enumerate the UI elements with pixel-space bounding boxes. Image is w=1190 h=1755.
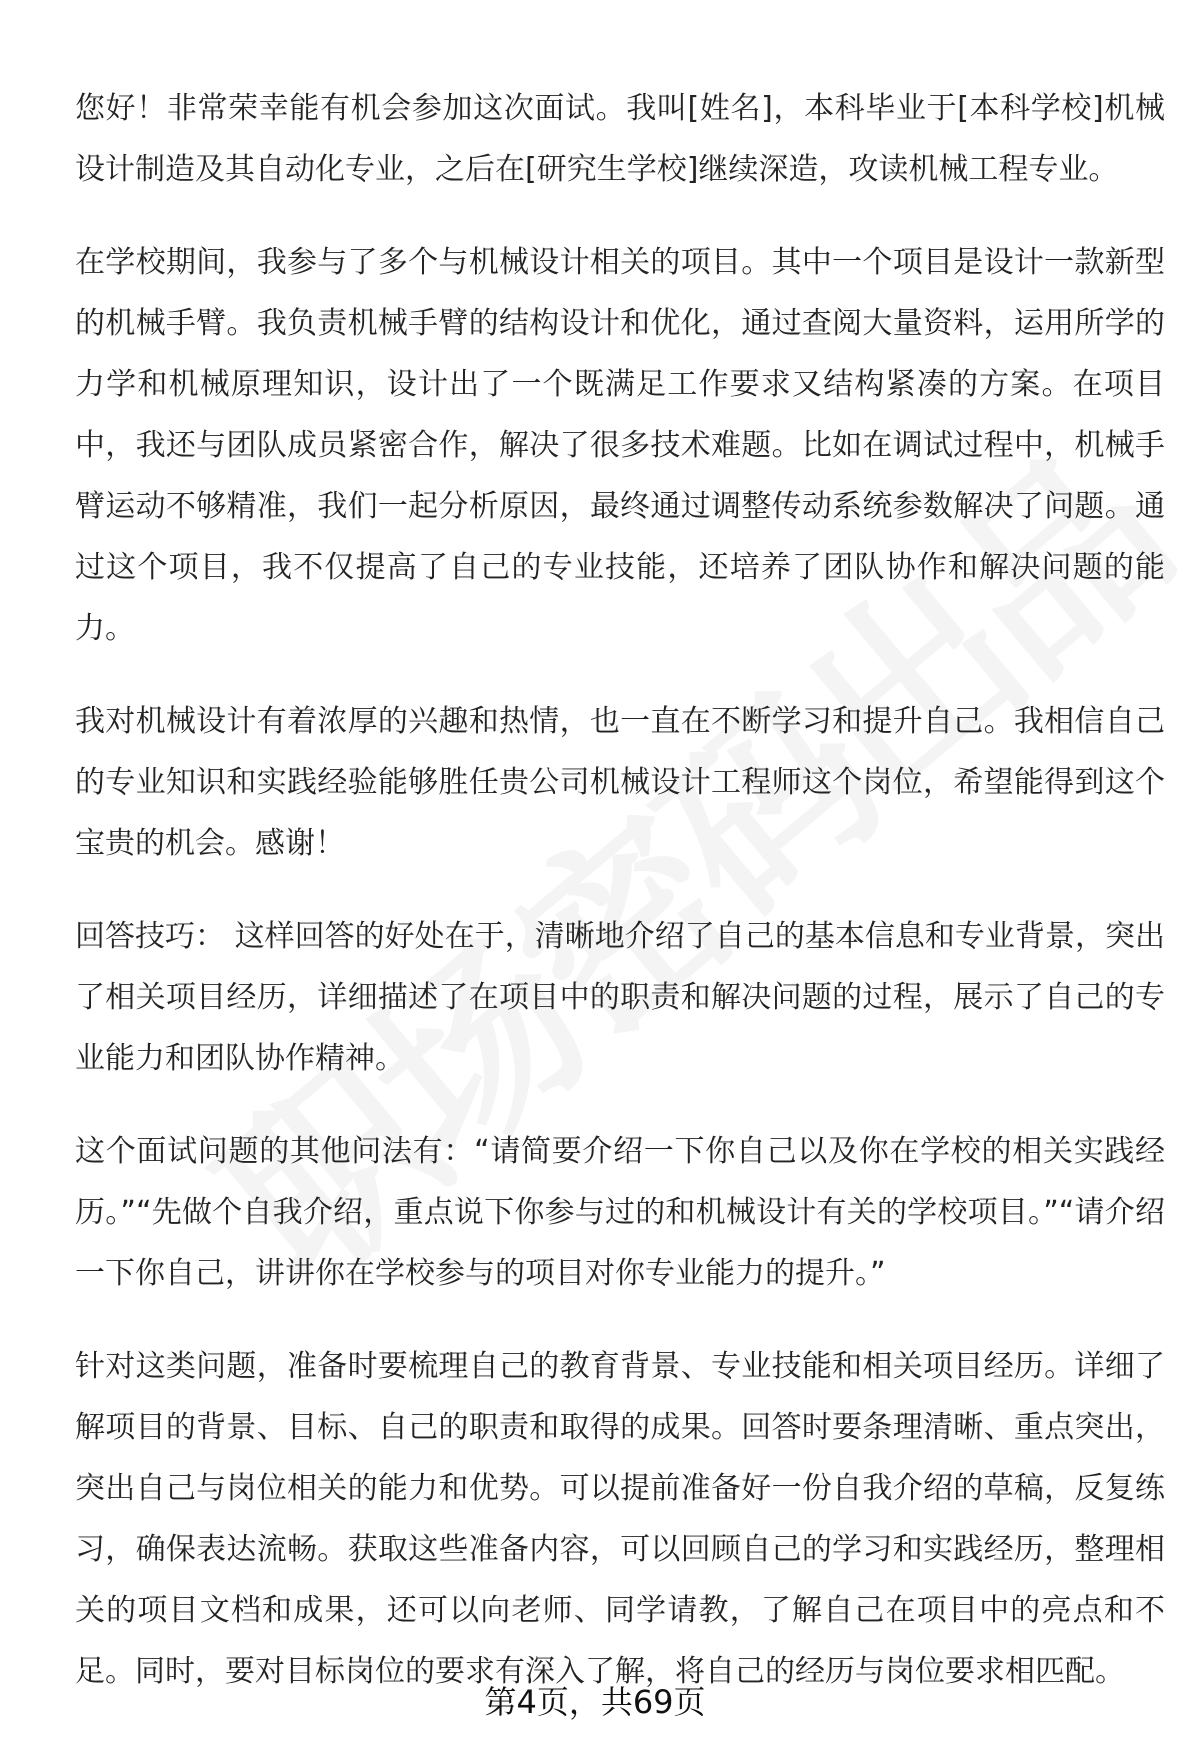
document-body xyxy=(75,78,1165,1734)
page-number: 第4页，共69页 xyxy=(484,1683,706,1721)
paragraph-project: 在学校期间，我参与了多个与机械设计相关的项目。其中一个项目是设计一款新型的机械手臂。我负责机械手臂的结构设计和优化，通过查阅大量资料，运用所学的力学和机械原理知识，设计出了一个既满足工作要求又结构紧凑的方案。在项目中，我还与团队成员紧密合作，解决了很多技术难题。比如在调试过程中，机械手臂运动不够精准，我们一起分析原因，最终通过调整传动系统参数解决了问题。通过这个项目，我不仅提高了自己的专业技能，还培养了团队协作和解决问题的能力。 xyxy=(75,245,1165,646)
paragraph-preparation: 针对这类问题，准备时要梳理自己的教育背景、专业技能和相关项目经历。详细了解项目的背景、目标、自己的职责和取得的成果。回答时要条理清晰、重点突出，突出自己与岗位相关的能力和优势。可以提前准备好一份自我介绍的草稿，反复练习，确保表达流畅。获取这些准备内容，可以回顾自己的学习和实践经历，整理相关的项目文档和成果，还可以向老师、同学请教，了解自己在项目中的亮点和不足。同时，要对目标岗位的要求有深入了解，将自己的经历与岗位要求相匹配。 xyxy=(75,1349,1165,1689)
paragraph-intro: 您好！非常荣幸能有机会参加这次面试。我叫[姓名]，本科毕业于[本科学校]机械设计制造及其自动化专业，之后在[研究生学校]继续深造，攻读机械工程专业。 xyxy=(75,91,1165,187)
paragraph-answer-tips: 回答技巧： 这样回答的好处在于，清晰地介绍了自己的基本信息和专业背景，突出了相关项目经历，详细描述了在项目中的职责和解决问题的过程，展示了自己的专业能力和团队协作精神。 xyxy=(75,919,1165,1076)
paragraph-closing: 我对机械设计有着浓厚的兴趣和热情，也一直在不断学习和提升自己。我相信自己的专业知识和实践经验能够胜任贵公司机械设计工程师这个岗位，希望能得到这个宝贵的机会。感谢！ xyxy=(75,704,1165,861)
paragraph-alternative-questions: 这个面试问题的其他问法有：“请简要介绍一下你自己以及你在学校的相关实践经历。”“先做个自我介绍，重点说下你参与过的和机械设计有关的学校项目。”“请介绍一下你自己，讲讲你在学校参与的项目对你专业能力的提升。” xyxy=(75,1134,1165,1291)
